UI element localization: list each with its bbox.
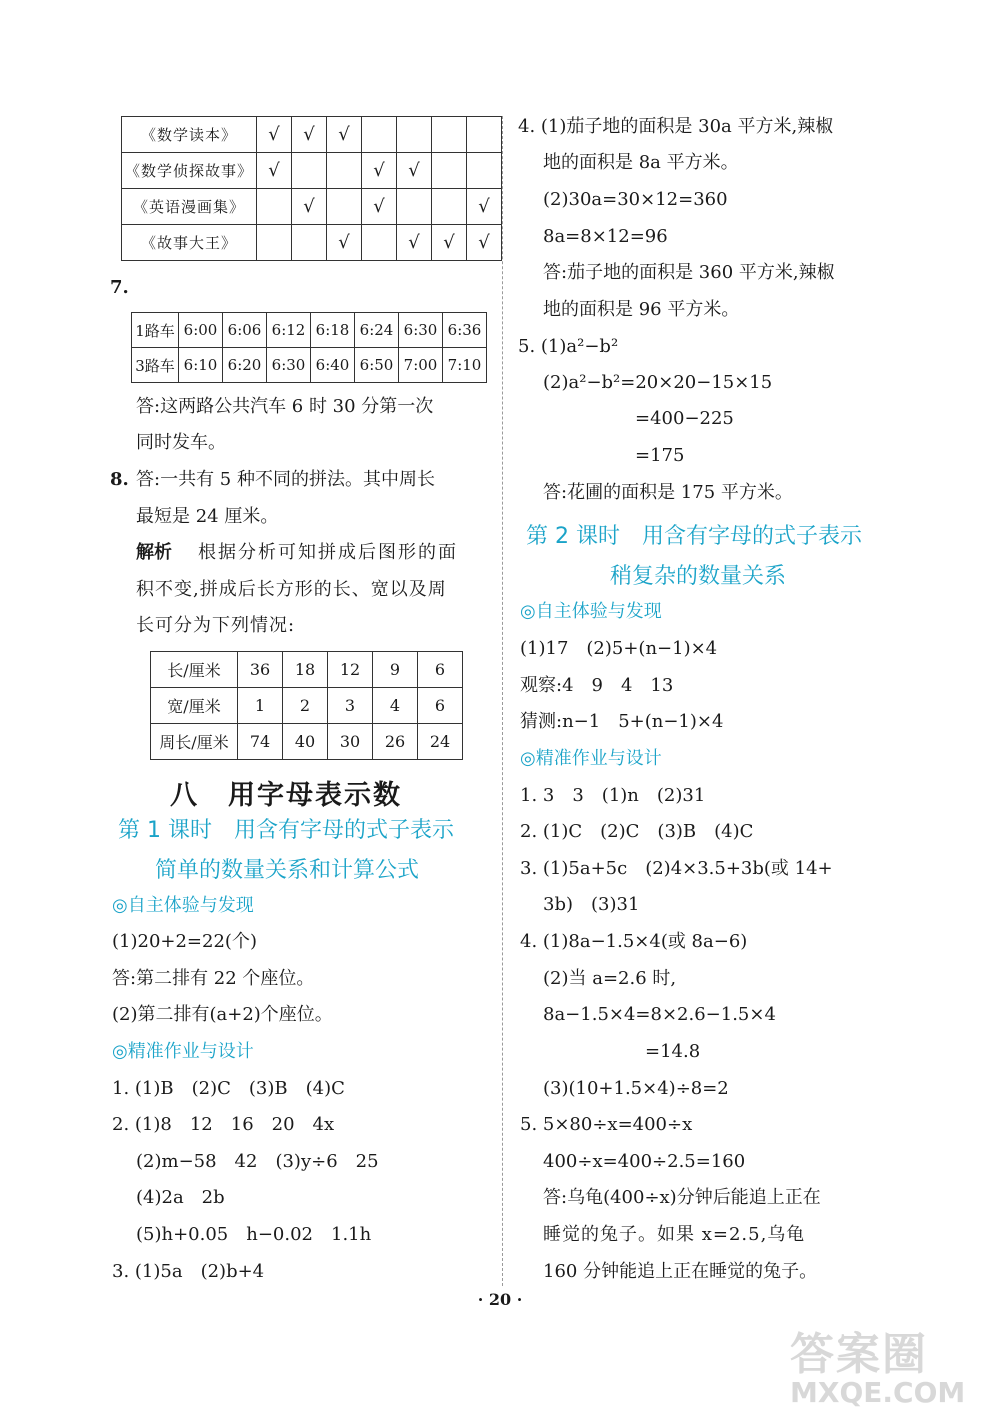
dimension-row (151, 688, 463, 724)
value-cell: 40 (283, 724, 328, 760)
check-cell: √ (292, 189, 327, 225)
book-row-label: 《英语漫画集》 (122, 189, 257, 225)
book-row (122, 117, 502, 153)
book-row-label: 《故事大王》 (122, 225, 257, 261)
value-cell: 30 (328, 724, 373, 760)
check-cell (397, 117, 432, 153)
time-cell: 6:06 (223, 313, 267, 348)
l1-practice1: 1. (1)B (2)C (3)B (4)C (112, 1078, 345, 1099)
value-cell: 6 (418, 652, 463, 688)
r-p4e: (3)(10+1.5×4)÷8=2 (543, 1078, 729, 1099)
r-p4d: =14.8 (645, 1041, 701, 1062)
r-q4-line2: 地的面积是 8a 平方米。 (543, 152, 739, 173)
value-cell: 1 (238, 688, 283, 724)
section-self-experience: ◎自主体验与发现 (112, 895, 254, 916)
watermark-top: 答案圈 (790, 1329, 928, 1380)
r-section-self-experience: ◎自主体验与发现 (520, 601, 662, 622)
book-row (122, 153, 502, 189)
value-cell: 2 (283, 688, 328, 724)
bus-row-label: 3路车 (132, 348, 179, 383)
dimension-row (151, 724, 463, 760)
time-cell: 6:36 (443, 313, 487, 348)
time-cell: 6:10 (179, 348, 223, 383)
l1-practice2d: (5)h+0.05 h−0.02 1.1h (136, 1224, 372, 1245)
section-precise-homework: ◎精准作业与设计 (112, 1041, 254, 1062)
lesson1-title-line2: 简单的数量关系和计算公式 (155, 858, 420, 883)
r-p4: 4. (1)8a−1.5×4(或 8a−6) (520, 931, 748, 952)
time-cell: 6:00 (179, 313, 223, 348)
r-p5d: 睡觉的兔子。如果 x=2.5,乌龟 (543, 1224, 806, 1245)
value-cell: 9 (373, 652, 418, 688)
bus-schedule-table (131, 312, 487, 383)
r-p5: 5. 5×80÷x=400÷x (520, 1114, 693, 1135)
q8-answer-line1: 答:一共有 5 种不同的拼法。其中周长 (136, 469, 435, 490)
time-cell: 6:30 (399, 313, 443, 348)
check-cell: √ (467, 189, 502, 225)
r-p1: 1. 3 3 (1)n (2)31 (520, 785, 706, 806)
lesson2-title-line2: 稍复杂的数量关系 (610, 564, 787, 589)
check-cell (397, 189, 432, 225)
l1-practice2b: (2)m−58 42 (3)y÷6 25 (136, 1151, 379, 1172)
bus-row (132, 313, 487, 348)
time-cell: 6:12 (267, 313, 311, 348)
r-section-precise-homework: ◎精准作业与设计 (520, 748, 662, 769)
check-cell (362, 225, 397, 261)
value-cell: 74 (238, 724, 283, 760)
books-table (121, 116, 502, 261)
check-cell (257, 225, 292, 261)
column-divider (502, 116, 503, 1286)
dimension-row-label: 长/厘米 (151, 652, 238, 688)
r-q5-line5: 答:花圃的面积是 175 平方米。 (543, 482, 793, 503)
r-q5-line4: =175 (635, 445, 685, 466)
check-cell (432, 153, 467, 189)
check-cell: √ (362, 189, 397, 225)
value-cell: 12 (328, 652, 373, 688)
value-cell: 4 (373, 688, 418, 724)
l1-practice2c: (4)2a 2b (136, 1187, 225, 1208)
dimension-row-label: 周长/厘米 (151, 724, 238, 760)
r-q4-line3: (2)30a=30×12=360 (543, 189, 728, 210)
time-cell: 6:40 (311, 348, 355, 383)
watermark-bottom: MXQE.COM (790, 1376, 966, 1409)
l1-practice3: 3. (1)5a (2)b+4 (112, 1261, 265, 1282)
check-cell (362, 117, 397, 153)
check-cell: √ (292, 117, 327, 153)
r-e1: (1)17 (2)5+(n−1)×4 (520, 638, 718, 659)
page-number: · 20 · (477, 1290, 523, 1309)
r-p3b: 3b) (3)31 (543, 894, 640, 915)
r-p2: 2. (1)C (2)C (3)B (4)C (520, 821, 754, 842)
time-cell: 6:20 (223, 348, 267, 383)
r-e3: 猜测:n−1 5+(n−1)×4 (520, 711, 724, 732)
r-q4-line4: 8a=8×12=96 (543, 226, 668, 247)
q8-answer-line2: 最短是 24 厘米。 (136, 506, 279, 527)
r-q5-line1: 5. (1)a²−b² (518, 336, 619, 357)
value-cell: 24 (418, 724, 463, 760)
lesson1-title-line1: 第 1 课时 用含有字母的式子表示 (118, 818, 454, 843)
l1-practice2: 2. (1)8 12 16 20 4x (112, 1114, 335, 1135)
r-p3: 3. (1)5a+5c (2)4×3.5+3b(或 14+ (520, 858, 833, 879)
lesson2-title-line1: 第 2 课时 用含有字母的式子表示 (526, 524, 862, 549)
time-cell: 6:24 (355, 313, 399, 348)
watermark-logo (790, 1318, 965, 1409)
analysis-line1: 根据分析可知拼成后图形的面 (198, 542, 458, 563)
r-q5-line2: (2)a²−b²=20×20−15×15 (543, 372, 773, 393)
r-q5-line3: =400−225 (635, 408, 734, 429)
q7-answer-line1: 答:这两路公共汽车 6 时 30 分第一次 (136, 396, 434, 417)
check-cell: √ (327, 117, 362, 153)
check-cell (292, 153, 327, 189)
check-cell: √ (362, 153, 397, 189)
time-cell: 7:00 (399, 348, 443, 383)
r-q4-line6: 地的面积是 96 平方米。 (543, 299, 740, 320)
time-cell: 6:30 (267, 348, 311, 383)
dimension-row (151, 652, 463, 688)
q8-number: 8. (110, 469, 129, 490)
r-q4-line1: 4. (1)茄子地的面积是 30a 平方米,辣椒 (518, 116, 834, 137)
l1-line1: (1)20+2=22(个) (112, 931, 257, 952)
l1-line2: 答:第二排有 22 个座位。 (112, 968, 315, 989)
value-cell: 3 (328, 688, 373, 724)
r-p5e: 160 分钟能追上正在睡觉的兔子。 (543, 1261, 818, 1282)
r-p5b: 400÷x=400÷2.5=160 (543, 1151, 746, 1172)
check-cell: √ (257, 153, 292, 189)
analysis-line2: 积不变,拼成后长方形的长、宽以及周 (136, 579, 447, 600)
check-cell (432, 117, 467, 153)
analysis-label: 解析 (136, 542, 172, 563)
unit-title: 八 用字母表示数 (170, 780, 402, 811)
bus-row-label: 1路车 (132, 313, 179, 348)
dimensions-table (150, 651, 463, 760)
check-cell (327, 153, 362, 189)
l1-line3: (2)第二排有(a+2)个座位。 (112, 1004, 333, 1025)
value-cell: 26 (373, 724, 418, 760)
check-cell: √ (397, 153, 432, 189)
check-cell: √ (397, 225, 432, 261)
time-cell: 6:50 (355, 348, 399, 383)
q7-number: 7. (110, 277, 129, 298)
check-cell: √ (257, 117, 292, 153)
value-cell: 6 (418, 688, 463, 724)
bus-row (132, 348, 487, 383)
r-p4b: (2)当 a=2.6 时, (543, 968, 677, 989)
book-row-label: 《数学侦探故事》 (122, 153, 257, 189)
q7-answer-line2: 同时发车。 (136, 432, 226, 453)
book-row (122, 225, 502, 261)
value-cell: 18 (283, 652, 328, 688)
book-row (122, 189, 502, 225)
time-cell: 7:10 (443, 348, 487, 383)
check-cell (467, 153, 502, 189)
check-cell (257, 189, 292, 225)
check-cell (327, 189, 362, 225)
check-cell: √ (467, 225, 502, 261)
value-cell: 36 (238, 652, 283, 688)
check-cell (467, 117, 502, 153)
time-cell: 6:18 (311, 313, 355, 348)
analysis-line3: 长可分为下列情况: (136, 615, 296, 636)
check-cell (292, 225, 327, 261)
dimension-row-label: 宽/厘米 (151, 688, 238, 724)
book-row-label: 《数学读本》 (122, 117, 257, 153)
r-e2: 观察:4 9 4 13 (520, 675, 674, 696)
r-q4-line5: 答:茄子地的面积是 360 平方米,辣椒 (543, 262, 835, 283)
check-cell: √ (327, 225, 362, 261)
r-p5c: 答:乌龟(400÷x)分钟后能追上正在 (543, 1187, 821, 1208)
r-p4c: 8a−1.5×4=8×2.6−1.5×4 (543, 1004, 776, 1025)
check-cell (432, 189, 467, 225)
check-cell: √ (432, 225, 467, 261)
